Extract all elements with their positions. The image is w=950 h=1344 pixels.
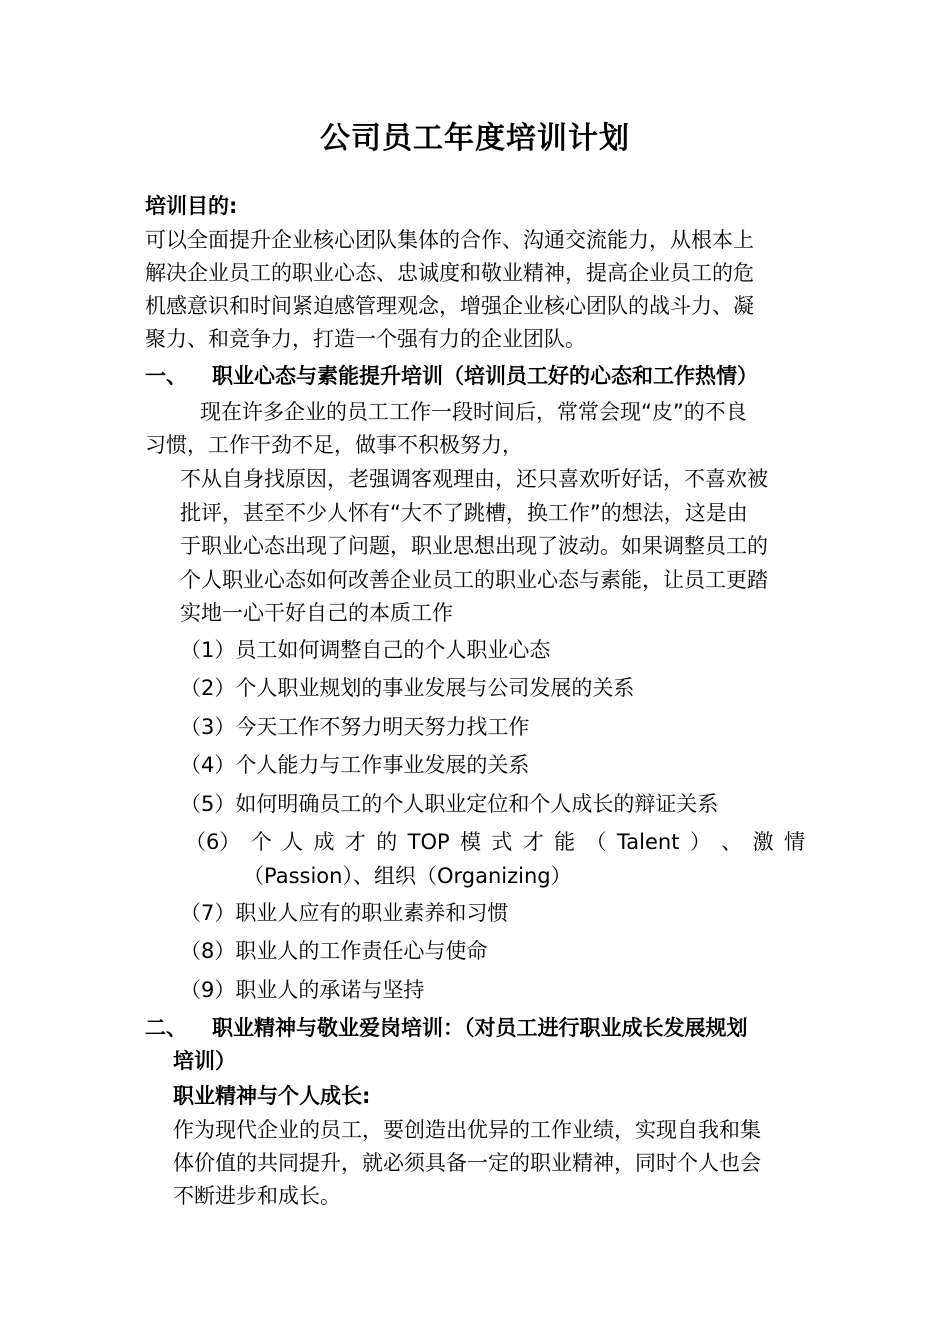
list-item: （5）如何明确员工的个人职业定位和个人成长的辩证关系 (180, 792, 719, 816)
purpose-line: 聚力、和竞争力，打造一个强有力的企业团队。 (145, 327, 586, 351)
item6-part: 模 (460, 830, 482, 854)
item6-part: ） (689, 830, 711, 854)
section1-intro-line: 习惯，工作干劲不足，做事不积极努力， (145, 433, 523, 457)
purpose-line: 可以全面提升企业核心团队集体的合作、沟通交流能力，从根本上 (145, 228, 754, 252)
section2-line: 不断进步和成长。 (173, 1184, 341, 1208)
list-item: （7）职业人应有的职业素养和习惯 (180, 901, 509, 925)
item6-part: 激 (752, 830, 774, 854)
purpose-line: 解决企业员工的职业心态、忠诚度和敬业精神，提高企业员工的危 (145, 261, 754, 285)
section2-heading-cont: 培训） (173, 1049, 236, 1073)
item6-part: 才 (344, 830, 366, 854)
item6-part: Talent (616, 830, 680, 854)
section1-body-line: 个人职业心态如何改善企业员工的职业心态与素能，让员工更踏 (180, 568, 768, 592)
list-item: （1）员工如何调整自己的个人职业心态 (180, 638, 551, 662)
item6-part: 情 (783, 830, 805, 854)
section2-line: 体价值的共同提升，就必须具备一定的职业精神，同时个人也会 (173, 1151, 761, 1175)
list-item: （4）个人能力与工作事业发展的关系 (180, 753, 530, 777)
purpose-heading: 培训目的: (145, 194, 238, 218)
item6-part: 人 (282, 830, 304, 854)
section1-body-line: 不从自身找原因，老强调客观理由，还只喜欢听好话，不喜欢被 (180, 467, 768, 491)
section1-body-line: 实地一心干好自己的本质工作 (180, 601, 453, 625)
item6-part: 、 (721, 830, 743, 854)
section2-number: 二、 (145, 1016, 187, 1040)
section2-subheading: 职业精神与个人成长: (173, 1084, 371, 1108)
item6-part: 个 (250, 830, 272, 854)
section1-heading: 职业心态与素能提升培训（培训员工好的心态和工作热情） (212, 364, 758, 388)
list-item-6-continued: （Passion）、组织（Organizing） (243, 864, 572, 888)
item6-part: TOP (407, 830, 450, 854)
item6-part: （ (585, 830, 607, 854)
section2-line: 作为现代企业的员工，要创造出优异的工作业绩，实现自我和集 (173, 1118, 761, 1142)
item6-part: 式 (491, 830, 513, 854)
section1-body-line: 于职业心态出现了问题，职业思想出现了波动。如果调整员工的 (180, 534, 768, 558)
document-title: 公司员工年度培训计划 (320, 121, 630, 156)
item6-part: 成 (313, 830, 335, 854)
list-item-6 (185, 826, 805, 858)
item6-part: 的 (376, 830, 398, 854)
section1-number: 一、 (145, 364, 187, 388)
list-item: （9）职业人的承诺与坚持 (180, 978, 425, 1002)
section1-intro-line: 现在许多企业的员工工作一段时间后，常常会现“皮”的不良 (200, 400, 747, 424)
item6-part: 能 (554, 830, 576, 854)
list-item: （2）个人职业规划的事业发展与公司发展的关系 (180, 676, 635, 700)
section1-body-line: 批评，甚至不少人怀有“大不了跳槽，换工作”的想法，这是由 (180, 501, 748, 525)
purpose-line: 机感意识和时间紧迫感管理观念，增强企业核心团队的战斗力、凝 (145, 294, 754, 318)
section2-heading: 职业精神与敬业爱岗培训：（对员工进行职业成长发展规划 (212, 1016, 748, 1040)
item6-part: 才 (522, 830, 544, 854)
item6-part: （6） (185, 830, 241, 854)
list-item: （3）今天工作不努力明天努力找工作 (180, 715, 530, 739)
list-item: （8）职业人的工作责任心与使命 (180, 939, 488, 963)
